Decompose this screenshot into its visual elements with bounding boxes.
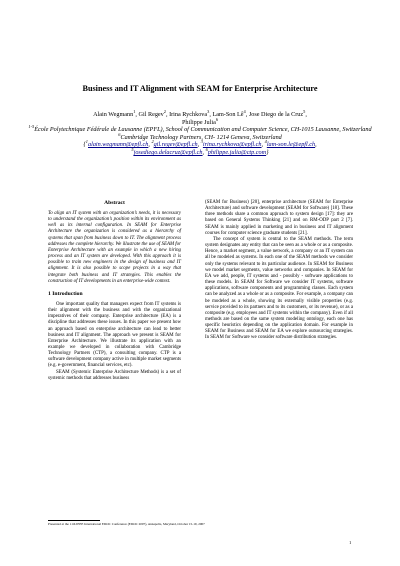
author-name: Alain Wegmann <box>93 111 134 118</box>
affiliation-text: École Polytechnique Fédérale de Lausanne (EPFL), School of Communication and Computer Science, CH-1015 Lausanne, Switzerland <box>34 126 372 134</box>
affiliation-sup: 1-5 <box>28 124 35 130</box>
affiliation-epfl <box>24 126 376 134</box>
body-paragraph: (SEAM for Business) [20], enterprise architecture (SEAM for Enterprise Architecture) and software development (SEAM for Software) [18]. These three methods share a common approach to system design [17]: they are based on General Systems Thinking [21] and on RM-ODP part 2 [7]. SEAM is mainly applied in marketing and in business and IT alignment courses for computer science graduate students [21]. <box>205 200 353 236</box>
author-sup: 1 <box>133 108 136 114</box>
author-sup: 4 <box>243 108 246 114</box>
author-name: , Irina Rychkova <box>165 111 208 118</box>
author-sup: 5 <box>303 108 306 114</box>
author-name: , Lam-Son Lê <box>209 111 244 118</box>
author-sup: 3 <box>207 108 210 114</box>
body-paragraph: One important quality that managers expect from IT systems is their alignment with the business and with the organizational imperatives of their company. Enterprise architecture (EA) is a discipline that addresses these issues. In this paper we present how an approach based on enterprise architecture can lead to better business and IT alignment. The approach we present is SEAM for Enterprise Architecture. We illustrate its application with an example we developed in collaboration with Cambridge Technology Partners (CTP), a consulting company. CTP is a software development company active in multiple market segments (e.g. e-government, financial services, etc). <box>48 301 181 369</box>
email-link[interactable]: philippe.julia@ctp.com <box>207 148 267 156</box>
footnote-rule <box>48 520 100 521</box>
body-paragraph: SEAM (Systemic Enterprise Architecture Methods) is a set of systemic methods that addresses business <box>48 369 181 381</box>
email-link[interactable]: irina.rychkova@epfl.ch <box>202 141 262 149</box>
paper-title: Business and IT Alignment with SEAM for Enterprise Architecture <box>82 84 318 93</box>
affiliation-sup: 6 <box>118 131 121 137</box>
email-link[interactable]: lam-son.le@epfl.ch <box>266 141 316 149</box>
footnote: Presented at the 11th IEEE International EDOC Conference (EDOC 2007), Annapolis, Maryland, October 15-19, 2007 <box>48 522 205 526</box>
abstract-text: To align an IT system with an organization’s needs, it is necessary to understand the organization’s position within its environment as well as its internal configuration. In SEAM for Enterprise Architecture the organization is considered as a hierarchy of systems that span from business down to IT. The alignment process addresses the complete hierarchy. We illustrate the use of SEAM for Enterprise Architecture with an example in which a new hiring process and an IT system are developed. With this approach it is possible to train new engineers in the design of business and IT alignment. It is also possible to scope projects in a way that integrate both business and IT strategies. This enables the construction of IT developments in an enterprise-wide context. <box>48 211 181 284</box>
author-block <box>24 108 376 157</box>
email-sup: 2 <box>151 139 154 145</box>
author-sup: 2 <box>163 108 166 114</box>
body-paragraph: The concept of system is central to the SEAM methods. The term system designates any entity that can be seen as a whole or as a composite. Hence, a market segment, a value network, a company or an IT system can all be modeled as systems. In each one of the SEAM methods we consider only the systems relevant to its particular audience. In SEAM for Business we model market segments, value networks and companies. In SEAM for EA we add, people, IT systems and - possibly - software applications to these models. In SEAM for Software we consider IT systems, software applications, software components and programming classes. Each system can be analyzed as a whole or as a composite. For example, a company can be modeled as a whole, showing its externally visible properties (e.g. service provided to its partners and to its customers, or its revenue), or as a composite (e.g. employees and IT systems within the company). Even if all methods are based on the same system modeling ontology, each one has specific heuristics depending on the application domain. For example in SEAM for Business and SEAM for EA we explore outsourcing strategies. In SEAM for Software we consider software distribution strategies. <box>205 236 353 341</box>
author-name: , <box>305 111 307 118</box>
abstract-heading: Abstract <box>104 200 125 206</box>
email-link[interactable]: gil.regev@epfl.ch <box>153 141 198 149</box>
left-column <box>48 200 181 382</box>
email-sup: 4 <box>264 139 267 145</box>
email-sup: 5 <box>131 146 134 152</box>
right-column <box>205 200 353 342</box>
author-names <box>24 108 376 126</box>
author-emails: {$^1$alain.wegmann@epfl.ch, $^2$gil.regev@epfl.ch, $^3$irina.rychkova@epfl.ch, $^4$lam-son.le@epfl.ch, $^5$josediego.delacruz@epfl.ch, $^6$philippe.julia@ctp.com} <box>83 139 317 156</box>
email-sup: 1 <box>85 139 88 145</box>
affiliation-text: Cambridge Technology Partners, CH- 1214 Geneva, Switzerland <box>120 133 282 141</box>
author-name: Philippe Julia <box>181 118 216 126</box>
email-link[interactable]: alain.wegmann@epfl.ch <box>88 141 149 149</box>
email-sup: 3 <box>200 139 203 145</box>
page-number: 1 <box>349 540 352 545</box>
email-link[interactable]: josediego.delacruz@epfl.ch <box>133 148 203 156</box>
email-sup: 6 <box>205 146 208 152</box>
author-sup: 6 <box>215 116 219 122</box>
author-name: , Gil Regev <box>135 111 164 118</box>
section-heading: 1 Introduction <box>48 290 83 297</box>
author-name: , Jose Diego de la Cruz <box>245 111 304 118</box>
